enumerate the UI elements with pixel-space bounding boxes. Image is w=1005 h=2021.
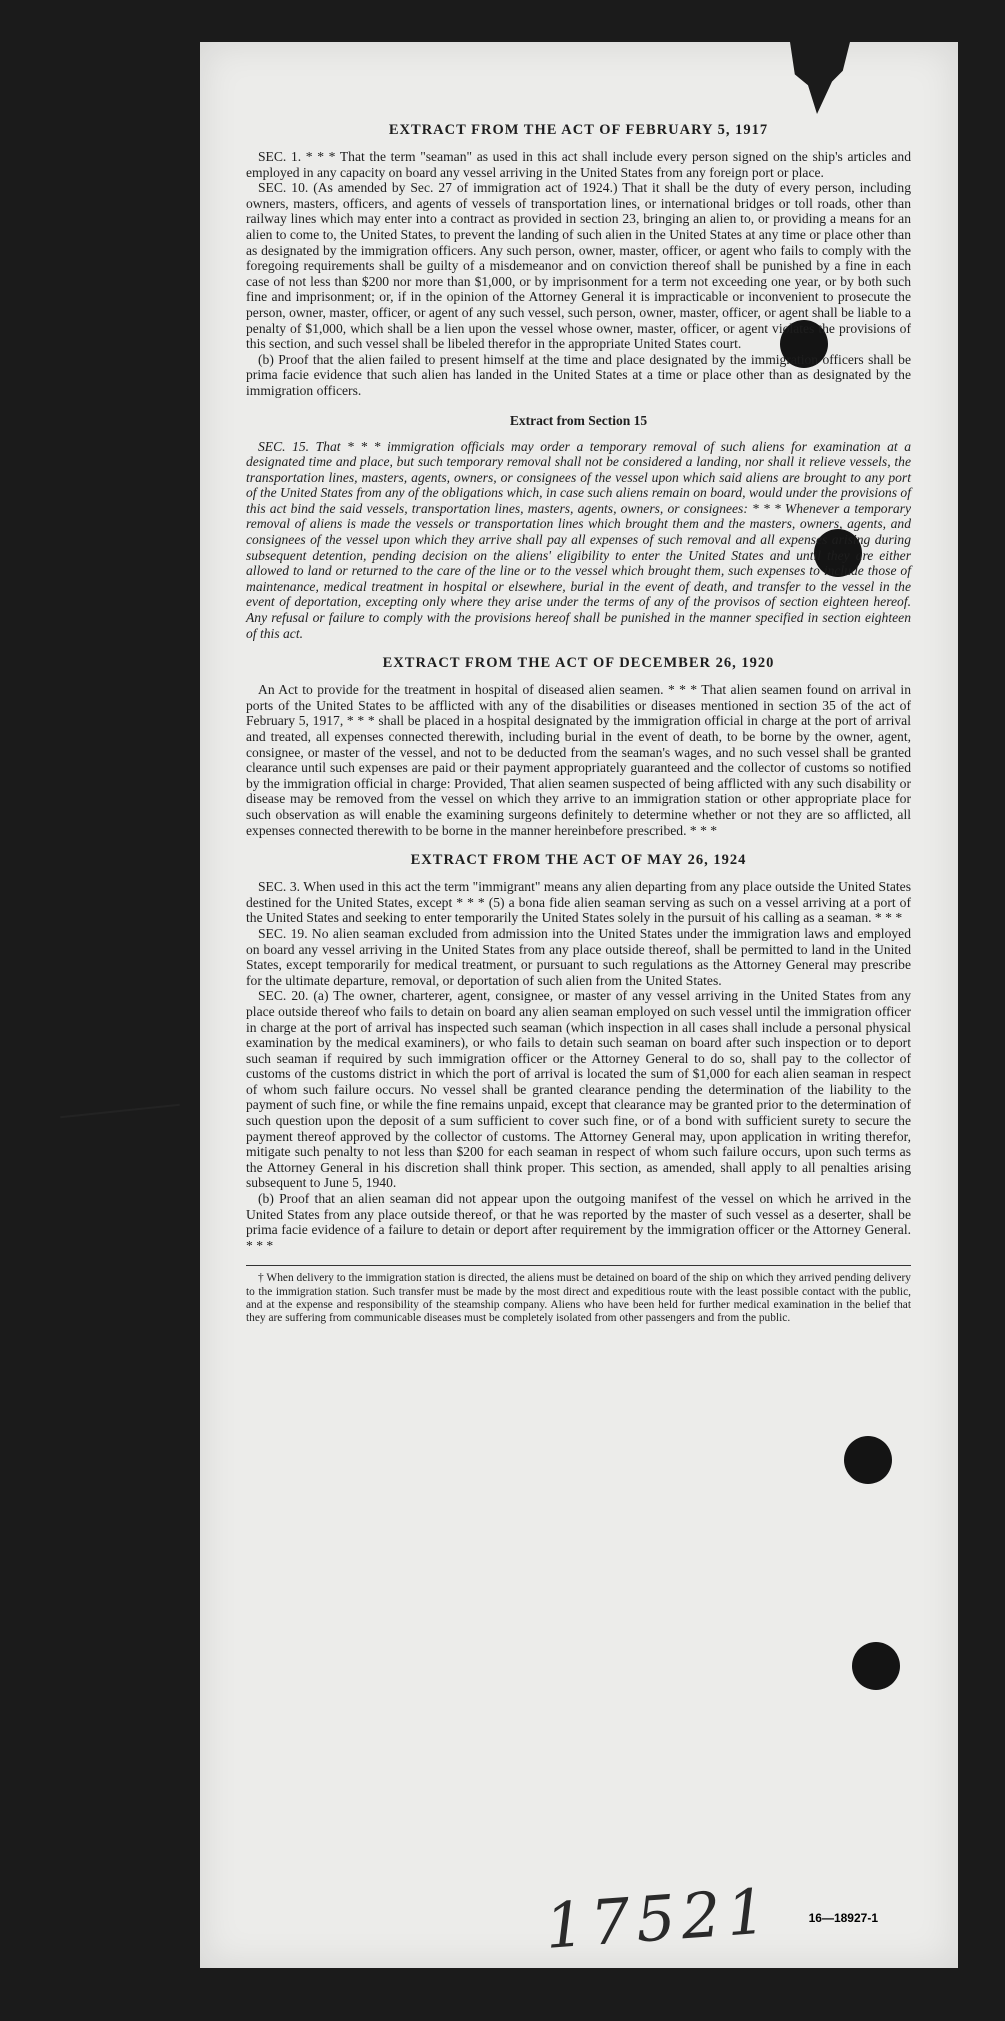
- punch-hole-4: [852, 1642, 900, 1690]
- form-number: 16—18927-1: [808, 1911, 878, 1925]
- punch-hole-3: [844, 1436, 892, 1484]
- section-3-paragraph: SEC. 3. When used in this act the term "immigrant" means any alien departing from any place outside the United States destined for the United States, except * * * (5) a bona fide alien seaman serving as such on a vessel arriving at a port of the United States and seeking to enter temporarily the United States solely in the pursuit of his calling as a seaman. * * *: [246, 879, 911, 926]
- section-19-paragraph: SEC. 19. No alien seaman excluded from admission into the United States under the immigration laws and employed on board any vessel arriving in the United States from any place outside thereof, shall be permitted to land in the United States, except temporarily for medical treatment, or pursuant to such regulations as the Attorney General may prescribe for the ultimate departure, removal, or deportation of such alien from the United States.: [246, 925, 911, 988]
- section-20a-paragraph: SEC. 20. (a) The owner, charterer, agent, consignee, or master of any vessel arriving in the United States from any place outside thereof who fails to detain on board any alien seaman employed on such vessel until the immigration officer in charge at the port of arrival has inspected such seaman (which inspection in all cases shall include a personal physical examination by the medical examiners), or who fails to detain such seaman on board after such inspection or to deport such seaman if required by such immigration officer or the Attorney General to do so, shall pay to the collector of customs of the customs district in which the port of arrival is located the sum of $1,000 for each alien seaman in respect of whom such failure occurs. No vessel shall be granted clearance pending the determination of the liability to the payment of such fine, or while the fine remains unpaid, except that clearance may be granted prior to the determination of such question upon the deposit of a sum sufficient to cover such fine, or of a bond with sufficient surety to secure the payment thereof approved by the collector of customs. The Attorney General may, upon application in writing therefor, mitigate such penalty to not less than $200 for each seaman in respect of whom such failure occurs, upon such terms as the Attorney General in his discretion shall think proper. This section, as amended, shall apply to all penalties arising subsequent to June 5, 1940.: [246, 988, 911, 1191]
- heading-act-1920: EXTRACT FROM THE ACT OF DECEMBER 26, 1920: [382, 655, 775, 672]
- heading-act-1924: EXTRACT FROM THE ACT OF MAY 26, 1924: [410, 852, 747, 869]
- footnote: † When delivery to the immigration station is directed, the aliens must be detained on board of the ship on which they arrived pending delivery to the immigration station. Such transfer must be made by the most direct and expeditious route with the least possible contact with the public, and at the expense and responsibility of the steamship company. Aliens who have been held for further medical examination in the belief that they are suffering from communicable diseases must be completely isolated from other passengers and from the public.: [246, 1272, 911, 1325]
- section-15-paragraph: SEC. 15. That * * * immigration officials may order a temporary removal of such aliens for examination at a designated time and place, but such temporary removal shall not be considered a landing, nor shall it relieve vessels, the transportation lines, masters, agents, owners, or consignees of the vessel upon which said aliens are brought to any port of the United States from any of the obligations which, in case such aliens remain on board, would under the provisions of this act bind the said vessels, transportation lines, masters, agents, owners, or consignees: * * * Whenever a temporary removal of aliens is made the vessels or transportation lines which brought them and the masters, owners, agents, and consignees of the vessel upon which they arrive shall pay all expenses of such removal and all expenses arising during subsequent detention, pending decision on the aliens' eligibility to enter the United States and until they are either allowed to land or returned to the care of the line or to the vessel which brought them, such expenses to include those of maintenance, medical treatment in hospital or elsewhere, burial in the event of death, and transfer to the vessel in the event of deportation, excepting only where they arise under the terms of any of the provisos of section eighteen hereof. Any refusal or failure to comply with the provisions hereof shall be punished in the manner specified in section eighteen of this act.: [246, 438, 911, 641]
- heading-act-1917: EXTRACT FROM THE ACT OF FEBRUARY 5, 1917: [388, 122, 769, 138]
- handwritten-number: 17521: [542, 1874, 775, 1963]
- subheading-section-15: Extract from Section 15: [509, 412, 648, 428]
- section-20b-paragraph: (b) Proof that an alien seaman did not appear upon the outgoing manifest of the vessel on which he arrived in the United States from any place outside thereof, or that he was reported by the master of such vessel as a deserter, shall be prima facie evidence of a failure to detain or deport after requirement by the immigration officer or the Attorney General. * * *: [246, 1191, 911, 1253]
- document-page: [200, 42, 958, 1968]
- footnote-divider: [246, 1265, 911, 1266]
- background-scratch: [60, 1104, 180, 1119]
- section-1-paragraph: SEC. 1. * * * That the term "seaman" as used in this act shall include every person signed on the ship's articles and employed in any capacity on board any vessel arriving in the United States from any foreign port or place.: [246, 149, 911, 180]
- section-10-paragraph: SEC. 10. (As amended by Sec. 27 of immigration act of 1924.) That it shall be the duty of every person, including owners, masters, officers, and agents of vessels of transportation lines, or international bridges or toll roads, other than railway lines which may enter into a contract as provided in section 23, bringing an alien to, or providing a means for an alien to come to, the United States, to prevent the landing of such alien in the United States at any time or place other than as designated by the immigration officers. Any such person, owner, master, officer, or agent who fails to comply with the foregoing requirements shall be guilty of a misdemeanor and on conviction thereof shall be punished by a fine in each case of not less than $200 nor more than $1,000, or by imprisonment for a term not exceeding one year, or by both such fine and imprisonment; or, if in the opinion of the Attorney General it is impracticable or inconvenient to prosecute the person, owner, master, officer, or agent of any such vessel, such person, owner, master, officer, or agent shall be liable to a penalty of $1,000, which shall be a lien upon the vessel whose owner, master, officer, or agent violates the provisions of this section, and such vessel shall be libeled therefor in the appropriate United States court.: [246, 180, 911, 352]
- section-10b-paragraph: (b) Proof that the alien failed to present himself at the time and place designated by the immigration officers shall be prima facie evidence that such alien has landed in the United States at a time or place other than as designated by the immigration officers.: [246, 351, 911, 398]
- torn-corner: [790, 42, 850, 114]
- act-1920-paragraph: An Act to provide for the treatment in hospital of diseased alien seamen. * * * That alien seamen found on arrival in ports of the United States to be afflicted with any of the disabilities or diseases mentioned in section 35 of the act of February 5, 1917, * * * shall be placed in a hospital designated by the immigration official in charge at the port of arrival and treated, all expenses connected therewith, including burial in the event of death, to be borne by the owner, agent, consignee, or master of the vessel, and not to be deducted from the seaman's wages, and no such vessel shall be granted clearance until such expenses are paid or their payment appropriately guaranteed and the collector of customs so notified by the immigration official in charge: Provided, That alien seamen suspected of being afflicted with any such disability or disease may be removed from the vessel on which they arrive to an immigration station or other appropriate place for such observation as will enable the examining surgeons definitely to determine whether or not they are so afflicted, all expenses connected therewith to be borne in the manner hereinbefore prescribed. * * *: [246, 682, 911, 838]
- document-text: [246, 122, 911, 1325]
